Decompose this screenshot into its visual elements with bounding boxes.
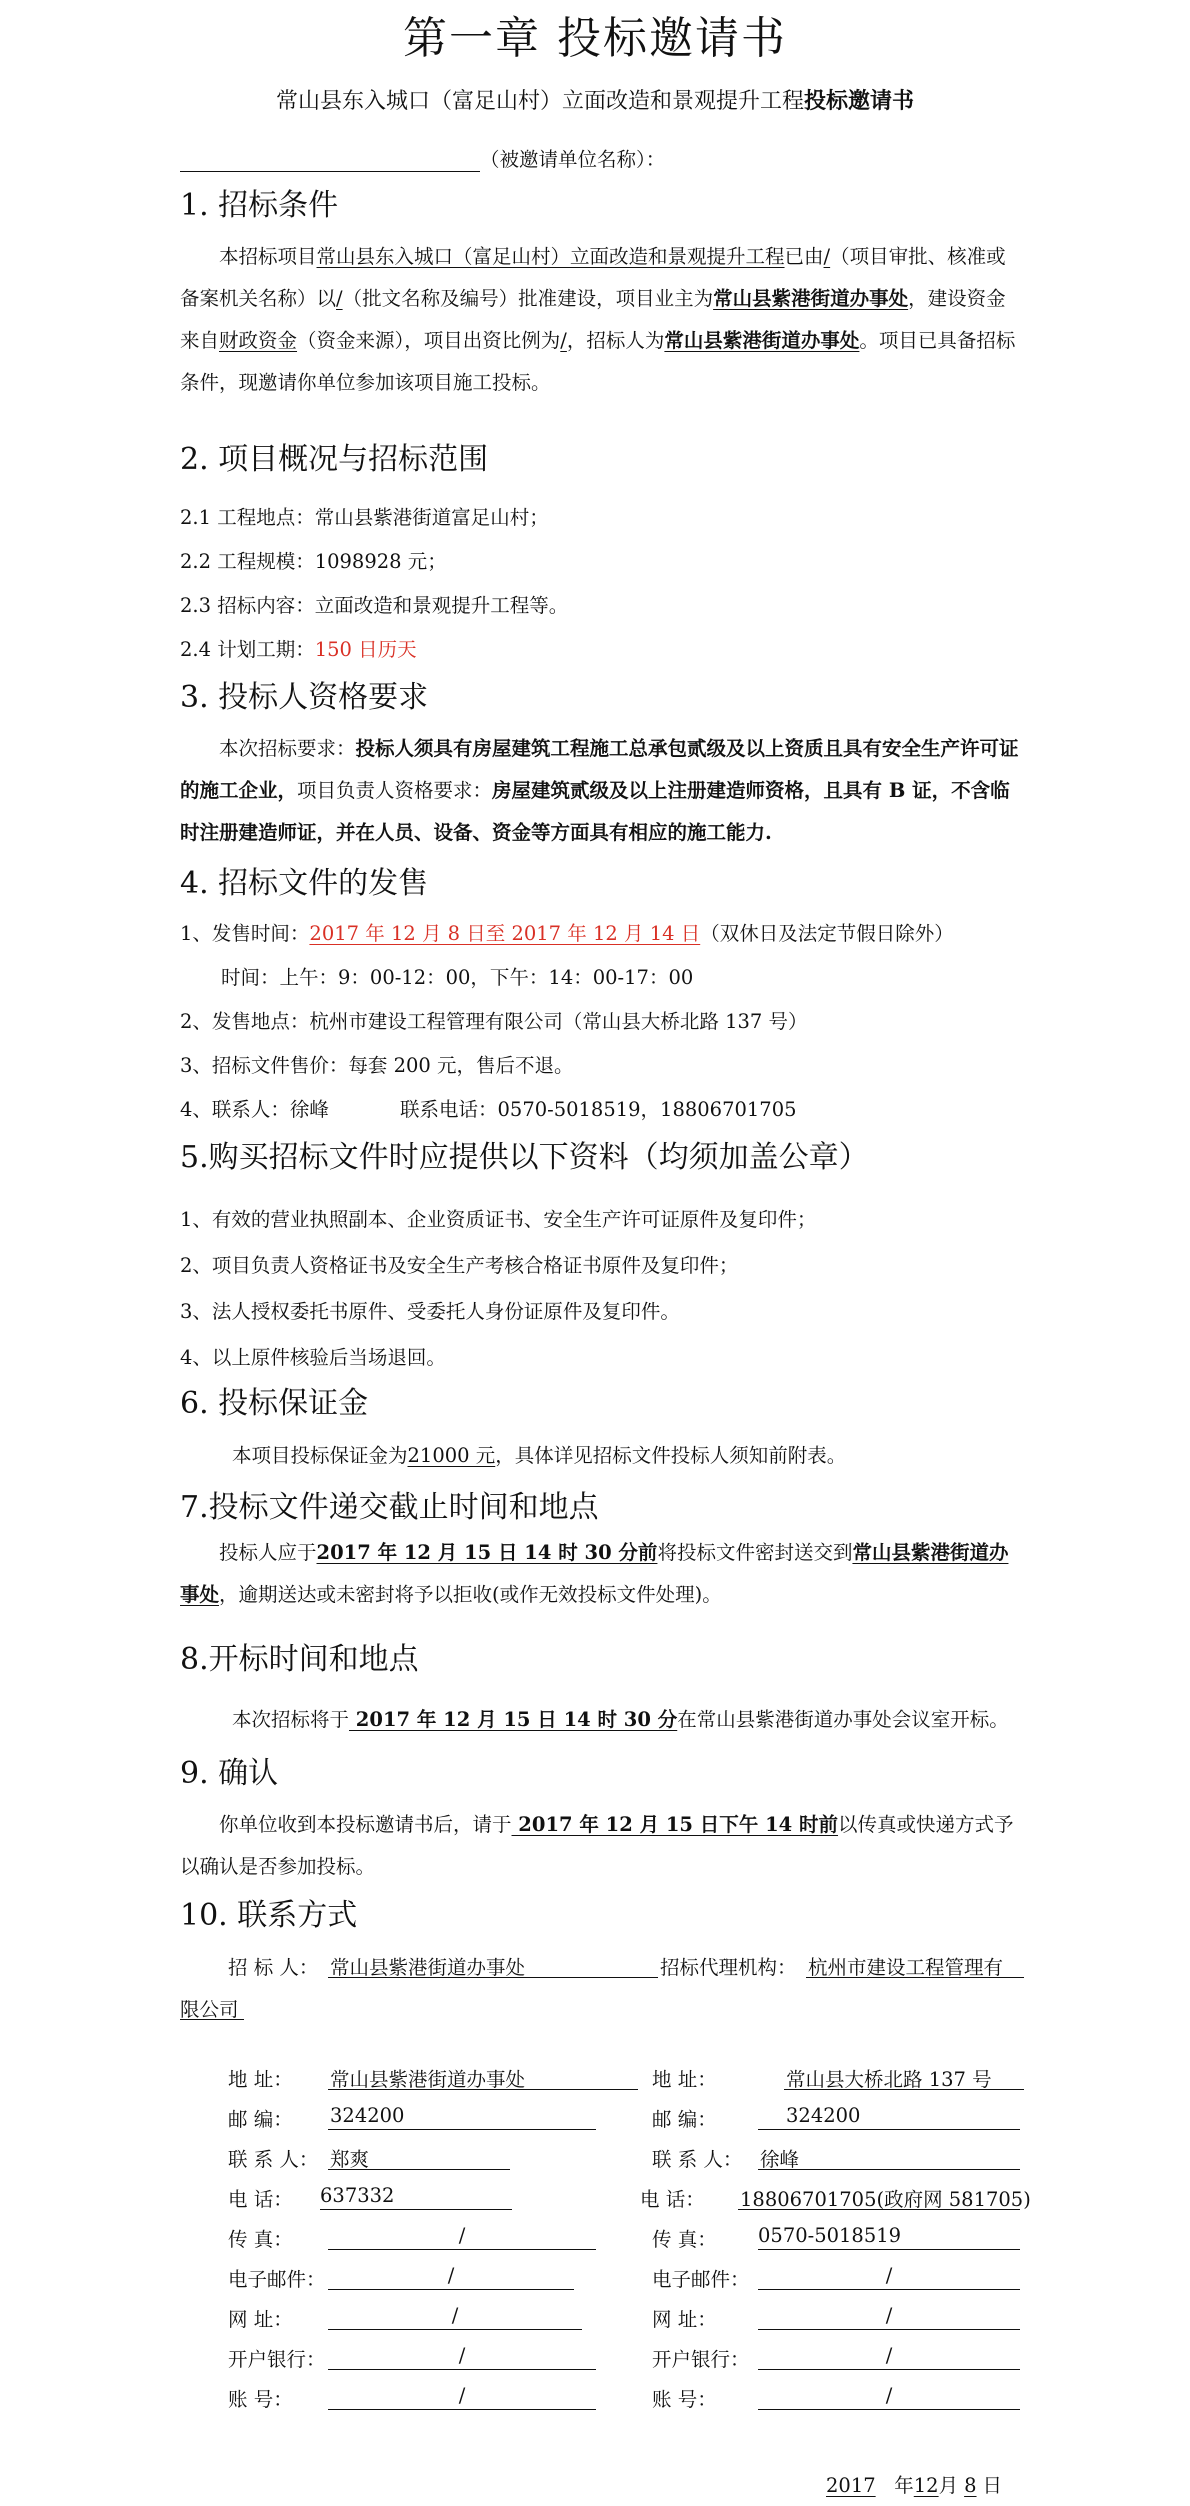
text: ，建设资金来自: [180, 287, 1006, 352]
sale-time-line: [180, 918, 954, 946]
right-phone-label: 电 话：: [640, 2188, 705, 2211]
tenderer-name: 常山县紫港街道办事处: [664, 329, 860, 352]
right-postcode-underline: [758, 2129, 1020, 2130]
requirement: 房屋建筑贰级及以上注册建造师资格，且具有 B 证，不含临时注册建造师证，并在人员、设备、资金等方面具有相应的施工能力.: [180, 779, 1010, 844]
right-contact-underline: [758, 2169, 1020, 2170]
right-phone-value: 18806701705(政府网 581705): [740, 2188, 1031, 2211]
agent-underline-2: [180, 2019, 244, 2020]
text: （项目审批、核准或备案机关名称）以: [180, 245, 1006, 310]
invitee-label: （被邀请单位名称）：: [480, 148, 666, 171]
left-address-label: 地 址：: [228, 2068, 293, 2091]
fund-source: 财政资金: [219, 329, 298, 352]
right-email-underline: [758, 2289, 1020, 2290]
right-account-underline: [758, 2409, 1020, 2410]
text: 本次招标将于: [232, 1708, 350, 1731]
left-phone-label: 电 话：: [228, 2188, 293, 2211]
date-unit: 月: [938, 2474, 959, 2497]
left-phone-value: 637332: [320, 2184, 395, 2207]
text: 项目负责人资格要求：: [297, 779, 493, 802]
confirm-time: 2017 年 12 月 15 日下午 14 时前: [511, 1813, 839, 1836]
right-postcode-value: 324200: [786, 2104, 861, 2127]
section-7-body: [180, 1532, 1020, 1616]
text: 在常山县紫港街道办事处会议室开标。: [677, 1708, 1009, 1731]
text: 已由: [784, 245, 824, 268]
section-5-heading: 5.购买招标文件时应提供以下资料（均须加盖公章）: [180, 1140, 869, 1175]
page-title: 第一章 投标邀请书: [403, 13, 787, 64]
owner-name: 常山县紫港街道办事处: [713, 287, 909, 310]
left-bank-label: 开户银行：: [228, 2348, 326, 2371]
left-contact-label: 联 系 人：: [228, 2148, 319, 2171]
subtitle-project: 常山县东入城口（富足山村）立面改造和景观提升工程: [275, 89, 804, 114]
agent-value-line-2: 限公司: [180, 1998, 239, 2021]
sale-period: 2017 年 12 月 8 日至 2017 年 12 月 14 日: [309, 922, 701, 945]
left-address-underline: [328, 2089, 638, 2090]
section-1-body: [180, 236, 1020, 404]
section-6-heading: 6. 投标保证金: [180, 1386, 369, 1421]
subtitle-doc-type: 投标邀请书: [804, 88, 915, 114]
left-email-value: /: [447, 2264, 455, 2287]
agent-value-line-1: 杭州市建设工程管理有: [808, 1956, 1004, 1979]
right-fax-underline: [758, 2249, 1020, 2250]
section-8-heading: 8.开标时间和地点: [180, 1642, 419, 1677]
right-fax-value: 0570-5018519: [758, 2224, 902, 2247]
section-9-body: [180, 1804, 1020, 1888]
right-address-label: 地 址：: [652, 2068, 717, 2091]
section-3-heading: 3. 投标人资格要求: [180, 680, 429, 715]
text: 。项目已具备招标条件，现邀请你单位参加该项目施工投标。: [180, 329, 1016, 394]
right-address-underline: [784, 2089, 1024, 2090]
opening-time: 2017 年 12 月 15 日 14 时 30 分: [349, 1708, 678, 1731]
requirement: 投标人须具有房屋建筑工程施工总承包贰级及以上资质且具有安全生产许可证的施工企业，: [180, 737, 1019, 802]
deposit-amount: 21000 元: [407, 1444, 496, 1467]
date-unit: 日: [982, 2474, 1003, 2497]
sale-hours: 时间：上午：9：00-12：00，下午：14：00-17：00: [221, 966, 694, 989]
date-day: 8: [964, 2474, 977, 2497]
section-4-heading: 4. 招标文件的发售: [180, 866, 429, 901]
deadline-place: 常山县紫港街道办事处: [180, 1541, 1009, 1606]
left-fax-value: /: [458, 2224, 466, 2247]
page-subtitle: [0, 84, 1190, 115]
right-postcode-label: 邮 编：: [652, 2108, 717, 2131]
right-website-label: 网 址：: [652, 2308, 717, 2331]
document-date: [826, 2470, 1002, 2498]
section-8-body: [232, 1704, 1009, 1732]
text: ，招标人为: [566, 329, 665, 352]
section-5-item-4: 4、以上原件核验后当场退回。: [180, 1346, 446, 1369]
left-bank-underline: [328, 2369, 596, 2370]
text: 你单位收到本投标邀请书后，请于: [219, 1813, 512, 1836]
left-fax-label: 传 真：: [228, 2228, 293, 2251]
agent-underline-1: [806, 1977, 1024, 1978]
section-2-heading: 2. 项目概况与招标范围: [180, 442, 489, 477]
text: （资金来源），项目出资比例为: [297, 329, 561, 352]
date-unit: 年: [894, 2474, 914, 2497]
right-contact-label: 联 系 人：: [652, 2148, 743, 2171]
left-email-label: 电子邮件：: [228, 2268, 326, 2291]
text: 本次招标要求：: [219, 737, 356, 760]
text: 本招标项目: [219, 245, 317, 268]
text: ，具体详见招标文件投标人须知前附表。: [495, 1444, 847, 1467]
section-1-heading: 1. 招标条件: [180, 188, 339, 223]
right-contact-value: 徐峰: [760, 2148, 800, 2171]
right-fax-label: 传 真：: [652, 2228, 717, 2251]
blank-value: /: [336, 287, 343, 310]
blank-value: /: [560, 329, 567, 352]
right-bank-value: /: [885, 2344, 893, 2367]
tenderer-underline: [328, 1977, 658, 1978]
right-website-underline: [758, 2329, 1020, 2330]
tenderer-value: 常山县紫港街道办事处: [330, 1956, 526, 1979]
right-bank-label: 开户银行：: [652, 2348, 750, 2371]
text: 将投标文件密封送交到: [657, 1541, 853, 1564]
left-postcode-value: 324200: [330, 2104, 405, 2127]
invitee-line: [180, 144, 665, 172]
right-phone-underline: [738, 2209, 1020, 2210]
left-website-underline: [328, 2329, 582, 2330]
blank-value: /: [823, 245, 831, 268]
label: 2.4 计划工期：: [180, 638, 315, 661]
right-email-label: 电子邮件：: [652, 2268, 750, 2291]
text: 以传真或快递方式予以确认是否参加投标。: [180, 1813, 1014, 1878]
section-2-item-2: 2.2 工程规模：1098928 元；: [180, 550, 447, 573]
section-2-item-4: [180, 634, 417, 662]
section-5-item-1: 1、有效的营业执照副本、企业资质证书、安全生产许可证原件及复印件；: [180, 1208, 817, 1231]
note: （双休日及法定节假日除外）: [700, 922, 954, 945]
section-9-heading: 9. 确认: [180, 1756, 279, 1791]
text: （批文名称及编号）批准建设，项目业主为: [342, 287, 714, 310]
left-fax-underline: [328, 2249, 596, 2250]
sale-phone: 联系电话：0570-5018519，18806701705: [400, 1098, 797, 1121]
left-contact-underline: [328, 2169, 510, 2170]
date-month: 12: [913, 2474, 939, 2497]
section-10-heading: 10. 联系方式: [180, 1898, 358, 1933]
left-account-value: /: [458, 2384, 466, 2407]
right-account-value: /: [885, 2384, 893, 2407]
section-2-item-1: 2.1 工程地点：常山县紫港街道富足山村；: [180, 506, 549, 529]
text: 本项目投标保证金为: [232, 1444, 408, 1467]
left-postcode-label: 邮 编：: [228, 2108, 293, 2131]
duration-value: 150 日历天: [314, 638, 417, 661]
left-bank-value: /: [458, 2344, 466, 2367]
left-address-value: 常山县紫港街道办事处: [330, 2068, 526, 2091]
left-email-underline: [328, 2289, 574, 2290]
text: 投标人应于: [219, 1541, 317, 1564]
left-account-underline: [328, 2409, 596, 2410]
sale-price: 3、招标文件售价：每套 200 元，售后不退。: [180, 1054, 574, 1077]
right-account-label: 账 号：: [652, 2388, 717, 2411]
left-postcode-underline: [328, 2129, 596, 2130]
section-7-heading: 7.投标文件递交截止时间和地点: [180, 1490, 599, 1525]
project-name: 常山县东入城口（富足山村）立面改造和景观提升工程: [316, 245, 785, 268]
agent-label: 招标代理机构：: [660, 1956, 797, 1979]
section-5-item-3: 3、法人授权委托书原件、受委托人身份证原件及复印件。: [180, 1300, 680, 1323]
deadline-time: 2017 年 12 月 15 日 14 时 30 分前: [316, 1541, 658, 1564]
tenderer-label: 招 标 人：: [228, 1956, 319, 1979]
left-account-label: 账 号：: [228, 2388, 293, 2411]
section-5-item-2: 2、项目负责人资格证书及安全生产考核合格证书原件及复印件；: [180, 1254, 739, 1277]
invitee-blank: [180, 151, 480, 172]
text: ，逾期送达或未密封将予以拒收(或作无效投标文件处理)。: [219, 1583, 722, 1606]
left-website-value: /: [451, 2304, 459, 2327]
left-website-label: 网 址：: [228, 2308, 293, 2331]
section-6-body: [232, 1440, 846, 1468]
right-bank-underline: [758, 2369, 1020, 2370]
label: 1、发售时间：: [180, 922, 310, 945]
sale-place: 2、发售地点：杭州市建设工程管理有限公司（常山县大桥北路 137 号）: [180, 1010, 808, 1033]
date-year: 2017: [826, 2474, 876, 2497]
left-phone-underline: [320, 2209, 512, 2210]
right-website-value: /: [885, 2304, 893, 2327]
right-email-value: /: [885, 2264, 893, 2287]
section-2-item-3: 2.3 招标内容：立面改造和景观提升工程等。: [180, 594, 569, 617]
right-address-value: 常山县大桥北路 137 号: [786, 2068, 992, 2091]
sale-contact: 4、联系人：徐峰: [180, 1098, 329, 1121]
left-contact-value: 郑爽: [330, 2148, 370, 2171]
section-3-body: [180, 728, 1020, 854]
